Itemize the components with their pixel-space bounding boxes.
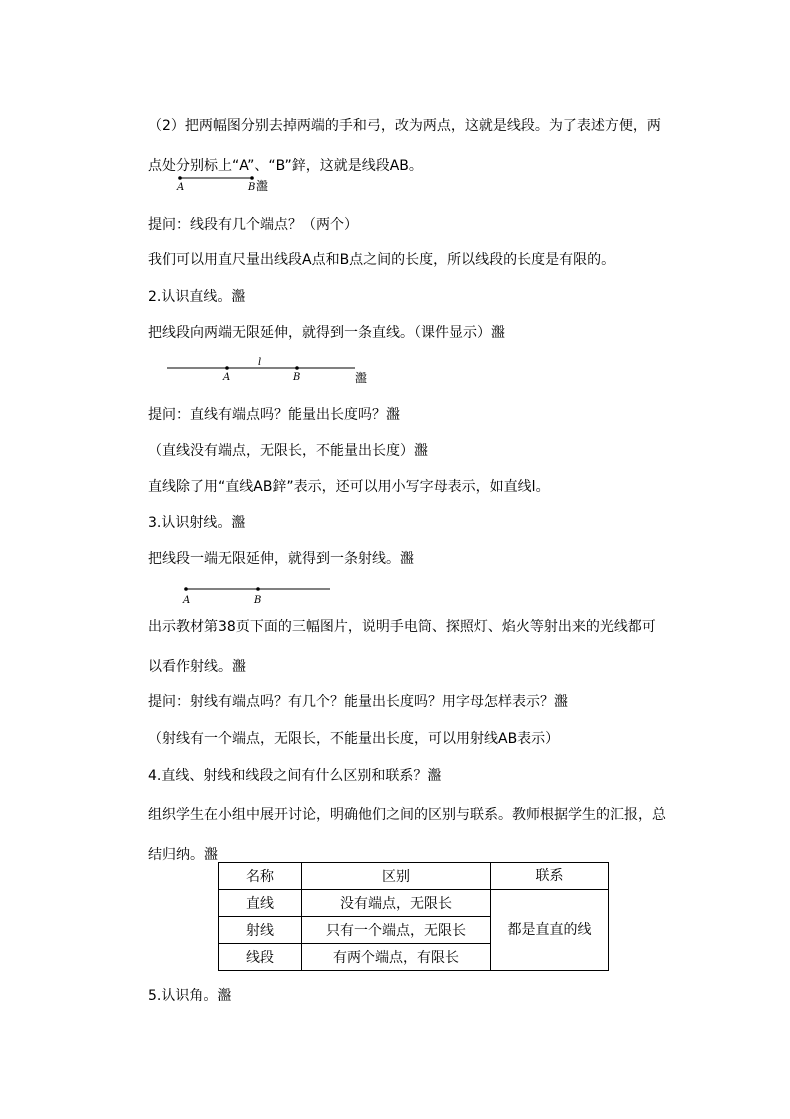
comparison-table xyxy=(218,862,609,971)
question-ray-endpoints: 提问：射线有端点吗？有几个？能量出长度吗？用字母怎样表示？瀊 xyxy=(148,694,568,710)
row-name: 直线 xyxy=(219,890,302,917)
label-b: B xyxy=(248,182,256,193)
label-a: A xyxy=(183,595,191,606)
answer-ray: （射线有一个端点，无限长，不能量出长度，可以用射线AB表示） xyxy=(148,731,560,747)
paragraph-segment-length: 我们可以用直尺量出线段A点和B点之间的长度，所以线段的长度是有限的。 xyxy=(148,252,616,268)
point-b xyxy=(250,176,254,180)
point-a xyxy=(184,587,188,591)
paragraph-discussion: 组织学生在小组中展开讨论，明确他们之间的区别与联系。教师根据学生的汇报，总结归纳。瀊 xyxy=(148,807,666,863)
paragraph-line-extend: 把线段向两端无限延伸，就得到一条直线。（课件显示）瀊 xyxy=(148,325,505,341)
header-name: 名称 xyxy=(219,863,302,890)
paragraph-ray-examples: 出示教材第38页下面的三幅图片，说明手电筒、探照灯、焰火等射出来的光线都可以看作射线。瀊 xyxy=(148,619,656,675)
segment-figure xyxy=(170,172,280,198)
row-name: 射线 xyxy=(219,917,302,944)
heading-comparison: 4.直线、射线和线段之间有什么区别和联系？瀊 xyxy=(148,768,442,784)
table-header-row xyxy=(219,863,609,890)
heading-line: 2.认识直线。瀊 xyxy=(148,289,246,305)
point-a xyxy=(225,366,229,370)
heading-ray: 3.认识射线。瀊 xyxy=(148,515,246,531)
label-b: B xyxy=(293,372,301,383)
answer-line: （直线没有端点，无限长，不能量出长度）瀊 xyxy=(148,443,428,459)
heading-angle: 5.认识角。瀊 xyxy=(148,988,232,1004)
row-name: 线段 xyxy=(219,944,302,971)
point-a xyxy=(178,176,182,180)
point-b xyxy=(295,366,299,370)
trailing-glyph: 瀊 xyxy=(355,371,368,385)
row-difference: 有两个端点，有限长 xyxy=(302,944,491,971)
line-figure xyxy=(165,355,380,389)
trailing-glyph: 瀊 xyxy=(256,179,269,193)
question-segment-endpoints: 提问：线段有几个端点？（两个） xyxy=(148,217,358,233)
header-relation: 联系 xyxy=(491,863,609,890)
table-row xyxy=(219,890,609,917)
label-a: A xyxy=(223,372,231,383)
paragraph-ray-extend: 把线段一端无限延伸，就得到一条射线。瀊 xyxy=(148,551,414,567)
paragraph-segment-intro: （2）把两幅图分别去掉两端的手和弓，改为两点，这就是线段。为了表述方便，两点处分别标上“A”、“B”鋅，这就是线段AB。 xyxy=(148,118,661,174)
question-line-endpoints: 提问：直线有端点吗？能量出长度吗？瀊 xyxy=(148,407,400,423)
label-a: A xyxy=(177,182,185,193)
label-b: B xyxy=(254,595,262,606)
relation-cell: 都是直直的线 xyxy=(491,890,609,971)
row-difference: 没有端点，无限长 xyxy=(302,890,491,917)
label-l: l xyxy=(258,357,262,368)
point-b xyxy=(256,587,260,591)
header-difference: 区别 xyxy=(302,863,491,890)
row-difference: 只有一个端点，无限长 xyxy=(302,917,491,944)
paragraph-line-notation: 直线除了用“直线AB鋅”表示，还可以用小写字母表示，如直线l。 xyxy=(148,479,550,495)
